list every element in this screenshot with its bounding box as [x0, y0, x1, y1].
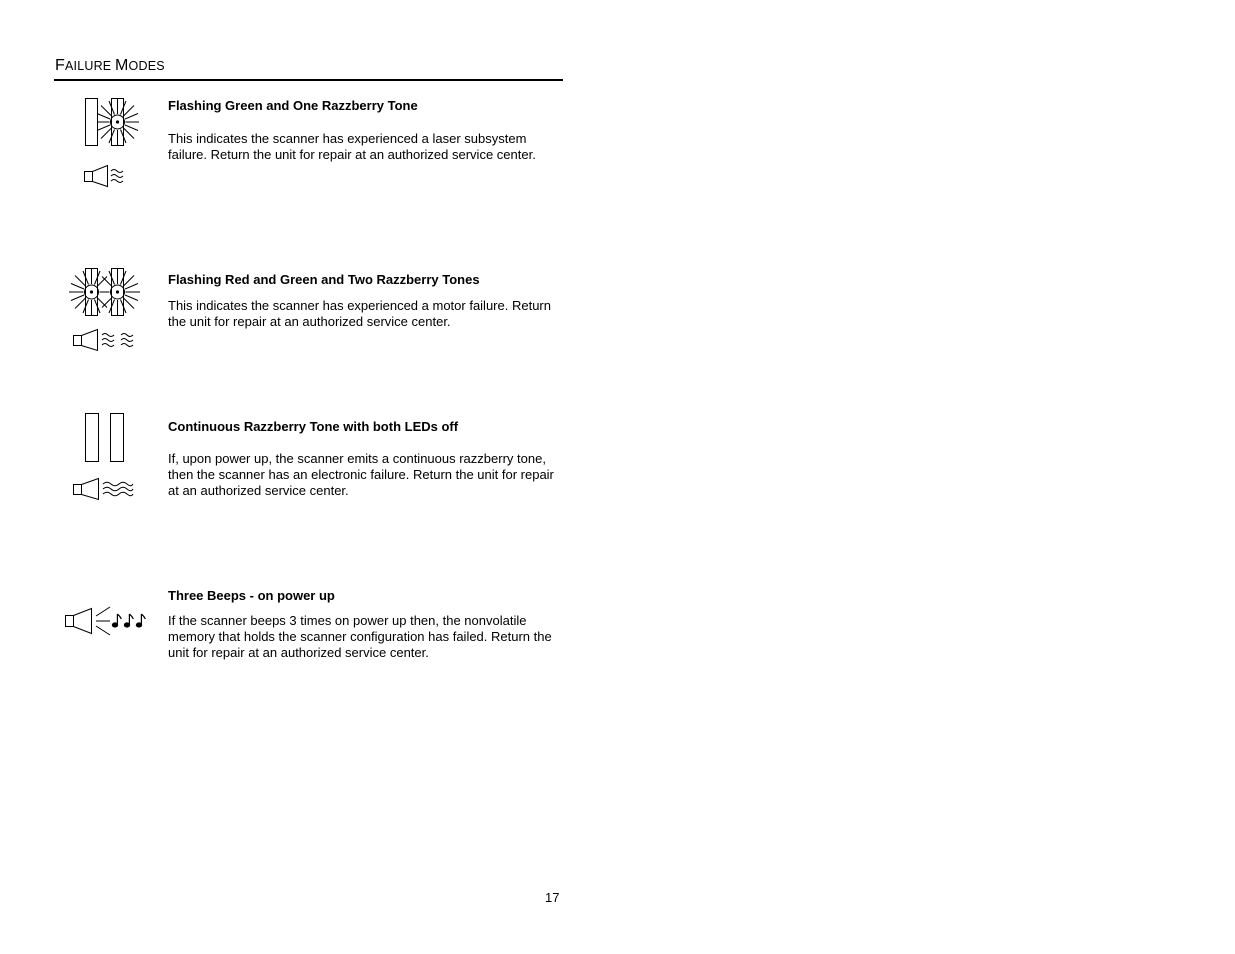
- entry-heading: Continuous Razzberry Tone with both LEDs off: [168, 419, 459, 434]
- speaker-continuous-razzberry-icon: [71, 476, 137, 502]
- led-pair-both-flashing-icon: [67, 266, 143, 320]
- entry-heading: Flashing Red and Green and Two Razzberry Tones: [168, 272, 480, 287]
- entry-body: If the scanner beeps 3 times on power up then, the nonvolatile memory that holds the scanner configuration has failed. Return the unit for repair at an authorized service center.: [168, 613, 552, 660]
- section-title-part: AILURE: [64, 59, 116, 73]
- entry-heading: Flashing Green and One Razzberry Tone: [168, 98, 418, 113]
- entry-body: This indicates the scanner has experienced a motor failure. Return the unit for repair at an authorized service center.: [168, 298, 551, 329]
- page-number: 17: [545, 890, 560, 905]
- section-title-part: F: [55, 57, 65, 74]
- section-title-part: M: [115, 57, 129, 74]
- entry-body: This indicates the scanner has experienced a laser subsystem failure. Return the unit for repair at an authorized service center.: [168, 131, 536, 162]
- speaker-two-razzberry-tones-icon: [71, 327, 141, 353]
- section-title-rule: [54, 79, 563, 81]
- led-pair-green-flashing-icon: [80, 95, 144, 151]
- led-pair-off-icon: [83, 411, 129, 465]
- speaker-three-beeps-icon: [63, 605, 147, 639]
- entry-heading: Three Beeps - on power up: [168, 588, 335, 603]
- entry-body: If, upon power up, the scanner emits a continuous razzberry tone, then the scanner has an electronic failure. Return the unit for repair at an authorized service center.: [168, 451, 554, 498]
- section-title: [55, 57, 165, 75]
- section-title-part: ODES: [128, 59, 165, 73]
- speaker-one-razzberry-tone-icon: [82, 164, 130, 188]
